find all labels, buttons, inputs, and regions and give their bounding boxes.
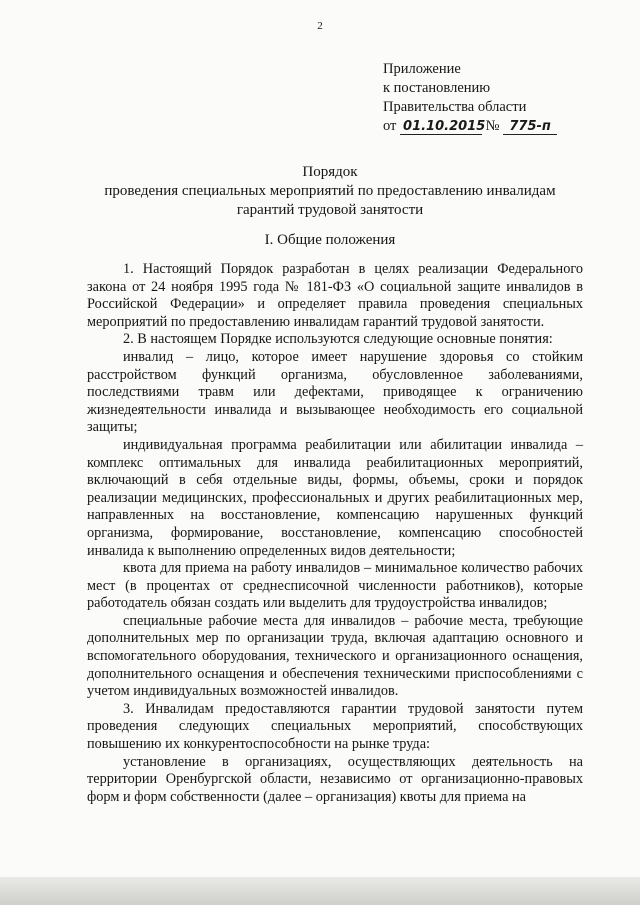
- paragraph-definition-rehab-program: индивидуальная программа реабилитации или абилитации инвалида – комплекс оптимальных для инвалида реабилитационных мероприятий, включающий в себя отдельные виды, формы, объемы, сроки и порядок реализации медицинских, профессиональных и других реабилитационных мер, направленных на восстановление, компенсацию нарушенных функций организма, формирование, восстановление, компенсацию способностей инвалида к выполнению определенных видов деятельности;: [87, 436, 583, 559]
- document-title: [60, 163, 600, 220]
- paragraph-definition-disabled-person: инвалид – лицо, которое имеет нарушение здоровья со стойким расстройством функций организма, обусловленное заболеваниями, последствиями травм или дефектами, приводящее к ограничению жизнедеятельности инвалида и вызывающее необходимость его социальной защиты;: [87, 348, 583, 436]
- document-body: [87, 261, 583, 806]
- appendix-header: [383, 60, 623, 136]
- appendix-line-3: Правительства области: [383, 99, 527, 115]
- section-title: I. Общие положения: [264, 232, 396, 248]
- appendix-line-1: Приложение: [383, 61, 461, 77]
- appendix-line-2: к постановлению: [383, 80, 491, 96]
- scan-bottom-edge: [0, 877, 640, 905]
- title-line-1: Порядок: [302, 164, 358, 180]
- title-line-3: гарантий трудовой занятости: [236, 202, 424, 218]
- appendix-date-line: [383, 117, 623, 136]
- handwritten-date: 01.10.2015: [400, 119, 482, 135]
- handwritten-number: 775-п: [503, 119, 557, 135]
- paragraph-3: 3. Инвалидам предоставляются гарантии трудовой занятости путем проведения следующих специальных мероприятий, способствующих повышению их конкурентоспособности на рынке труда:: [87, 700, 583, 753]
- paragraph-2: 2. В настоящем Порядке используются следующие основные понятия:: [123, 331, 553, 348]
- from-label: от: [383, 118, 397, 134]
- paragraph-definition-quota: квота для приема на работу инвалидов – минимальное количество рабочих мест (в процентах от среднесписочной численности работников), которые работодатель обязан создать или выделить для трудоустройства инвалидов;: [87, 560, 583, 612]
- paragraph-1: 1. Настоящий Порядок разработан в целях реализации Федерального закона от 24 ноября 1995 года № 181-ФЗ «О социальной защите инвалидов в Российской Федерации» и определяет правила проведения специальных мероприятий по предоставлению инвалидам гарантий трудовой занятости.: [87, 261, 583, 330]
- title-line-2: проведения специальных мероприятий по предоставлению инвалидам: [104, 183, 556, 199]
- number-label: №: [485, 118, 500, 134]
- page-number: 2: [317, 20, 323, 32]
- paragraph-definition-special-workplaces: специальные рабочие места для инвалидов – рабочие места, требующие дополнительных мер по организации труда, включая адаптацию основного и вспомогательного оборудования, технического и организационного оснащения, дополнительного оснащения и обеспечения техническими приспособлениями с учетом индивидуальных возможностей инвалидов.: [87, 612, 583, 700]
- paragraph-quota-establishment: установление в организациях, осуществляющих деятельность на территории Оренбургской области, независимо от организационно-правовых форм и форм собственности (далее – организация) квоты для приема на: [87, 753, 583, 805]
